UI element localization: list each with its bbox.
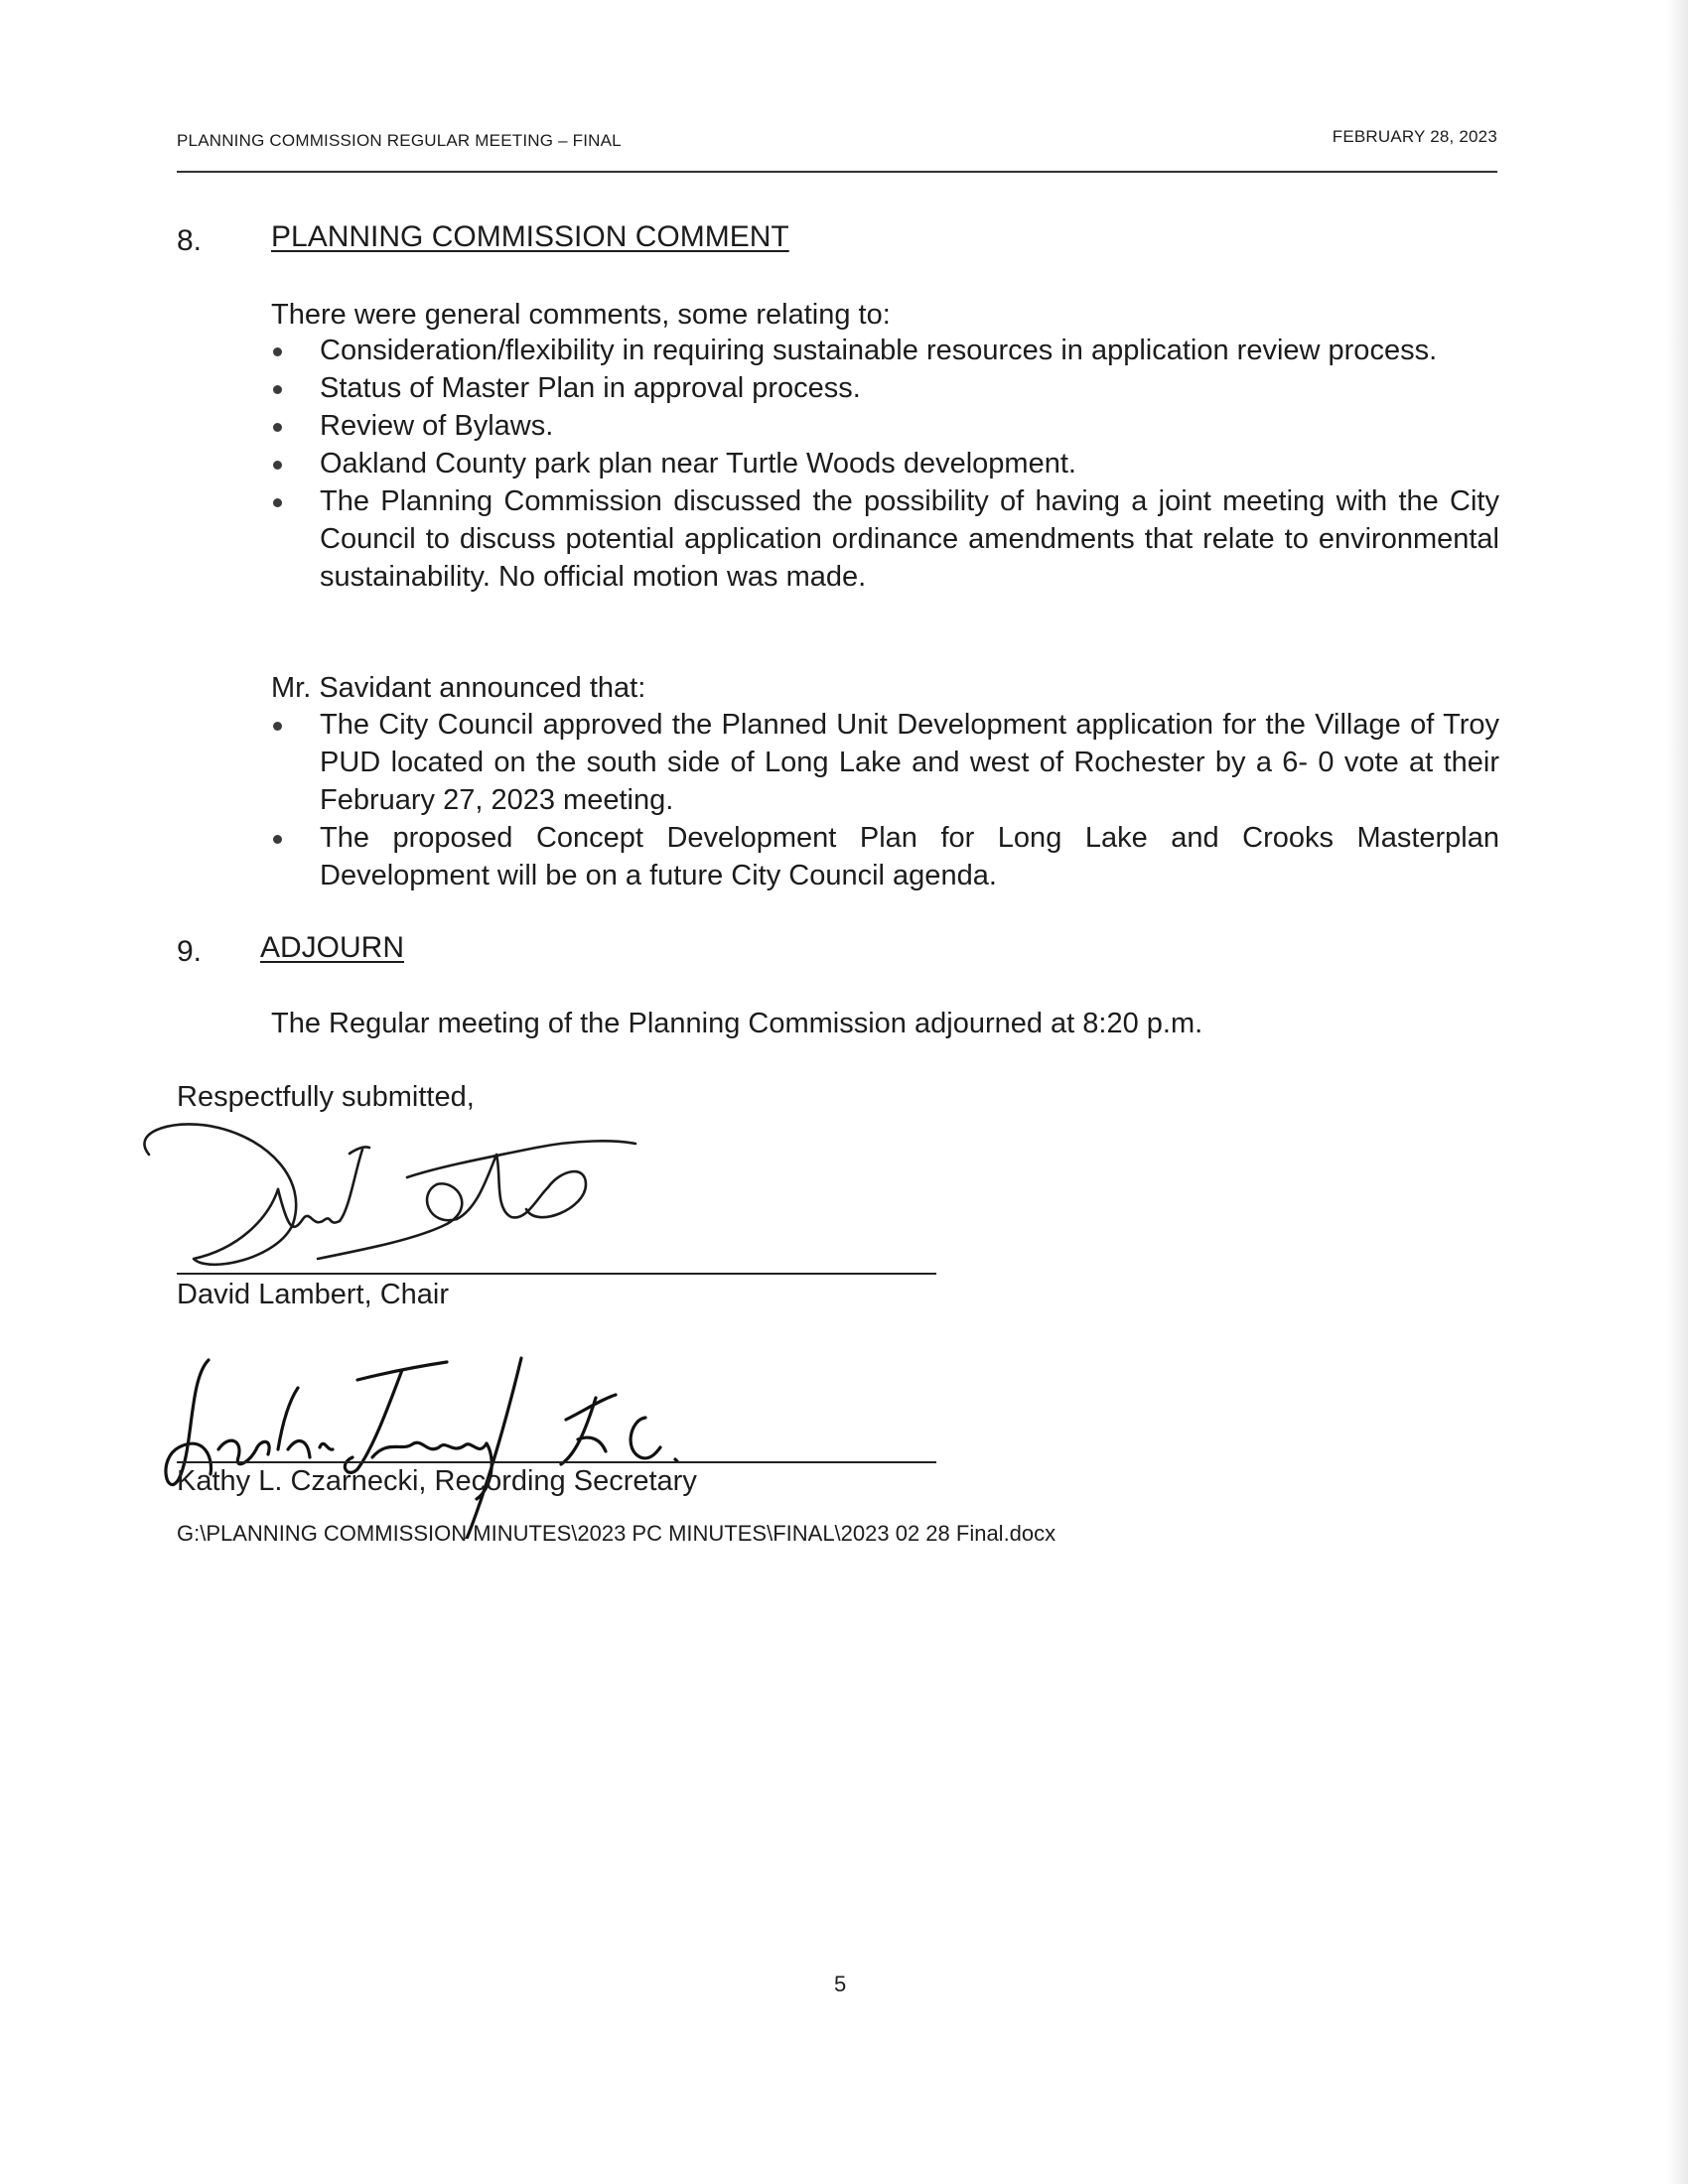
header-title: PLANNING COMMISSION REGULAR MEETING – FINAL	[177, 131, 622, 150]
chair-name: David Lambert, Chair	[177, 1279, 449, 1310]
list-item: Oakland County park plan near Turtle Woods development.	[268, 445, 1499, 482]
adjourn-text: The Regular meeting of the Planning Commission adjourned at 8:20 p.m.	[271, 1008, 1203, 1039]
header-divider	[177, 171, 1497, 173]
secretary-signature-line	[177, 1461, 936, 1463]
scan-edge-shadow	[1666, 0, 1688, 2184]
chair-signature	[119, 1110, 655, 1269]
bullet-icon	[273, 461, 282, 470]
bullet-icon	[273, 347, 282, 356]
secretary-signature	[149, 1340, 745, 1539]
list-item: Status of Master Plan in approval process.	[268, 369, 1499, 407]
list-item: Review of Bylaws.	[268, 407, 1499, 445]
bullet-icon	[273, 385, 282, 394]
comments-list	[268, 332, 1499, 596]
bullet-icon	[273, 498, 282, 507]
list-item: The Planning Commission discussed the possibility of having a joint meeting with the City Council to discuss potential application ordinance amendments that relate to environmental sustainability. No official motion was made.	[268, 482, 1499, 596]
bullet-icon	[273, 835, 282, 844]
section-9-title: ADJOURN	[260, 931, 405, 964]
page-number: 5	[834, 1972, 847, 1996]
comments-intro: There were general comments, some relating to:	[271, 299, 891, 331]
announcements-list	[268, 706, 1499, 894]
header-date: FEBRUARY 28, 2023	[1332, 127, 1497, 146]
secretary-name: Kathy L. Czarnecki, Recording Secretary	[177, 1465, 697, 1497]
chair-signature-line	[177, 1273, 936, 1275]
announcement-intro: Mr. Savidant announced that:	[271, 672, 646, 704]
section-8-number: 8.	[177, 224, 203, 257]
list-item: Consideration/flexibility in requiring sustainable resources in application review process.	[268, 332, 1499, 369]
list-item: The City Council approved the Planned Unit Development application for the Village of Troy PUD located on the south side of Long Lake and west of Rochester by a 6- 0 vote at their February 27, 2023 meeting.	[268, 706, 1499, 819]
file-path: G:\PLANNING COMMISSION MINUTES\2023 PC MINUTES\FINAL\2023 02 28 Final.docx	[177, 1521, 1056, 1546]
section-8-title: PLANNING COMMISSION COMMENT	[271, 220, 789, 253]
list-item: The proposed Concept Development Plan for Long Lake and Crooks Masterplan Development will be on a future City Council agenda.	[268, 819, 1499, 894]
bullet-icon	[273, 423, 282, 432]
closing-text: Respectfully submitted,	[177, 1081, 475, 1113]
bullet-icon	[273, 722, 282, 731]
section-9-number: 9.	[177, 935, 203, 968]
